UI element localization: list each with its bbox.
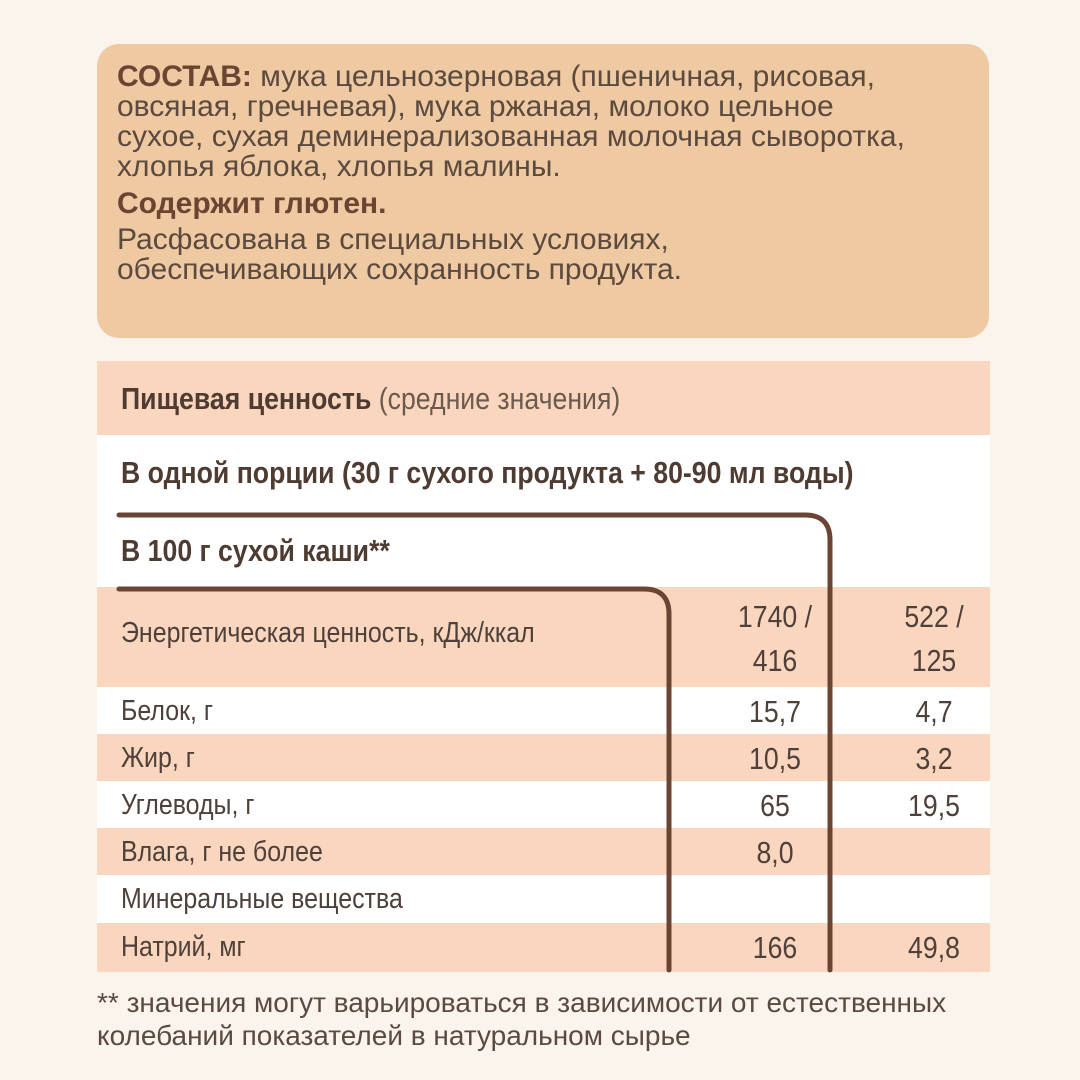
packaging-note-1: Расфасована в специальных условиях, [117,223,669,256]
per-portion-header-row [97,435,990,513]
composition-line-1 [117,62,969,92]
value-portion-sodium: 49,8 [908,930,960,965]
nutrition-title-bold: Пищевая ценность [121,381,372,416]
value-100g-moisture: 8,0 [756,835,794,870]
footnote-line-2: колебаний показателей в натуральном сырье [97,1020,691,1051]
value-portion-carbs: 19,5 [908,788,960,823]
nutrition-title-row [97,361,990,435]
value-100g-carbs: 65 [760,788,790,823]
composition-label: СОСТАВ: [117,60,252,93]
row-label-fat: Жир, г [121,742,195,774]
row-label-carbs: Углеводы, г [121,789,255,821]
row-label-protein: Белок, г [121,695,213,727]
footnote-line-1: ** значения могут варьироваться в зависимости от естественных [97,987,947,1018]
value-100g-fat: 10,5 [749,741,801,776]
table-row-minerals [97,875,990,923]
row-label-sodium: Натрий, мг [121,931,246,963]
footnote [97,986,946,1052]
per-100g-header-row [97,513,990,587]
value-100g-energy-kcal: 416 [752,643,798,678]
row-label-minerals: Минеральные вещества [121,883,403,915]
composition-line-3: сухое, сухая деминерализованная молочная сыворотка, [117,120,905,153]
value-100g-energy-kj: 1740 / [737,599,813,634]
nutrition-title-note: (средние значения) [371,381,621,416]
value-portion-protein: 4,7 [915,694,953,729]
nutrition-title [121,381,620,417]
table-row-protein [97,687,990,734]
per-portion-header: В одной порции (30 г сухого продукта + 80-90 мл воды) [121,455,854,490]
value-100g-sodium: 166 [752,930,798,965]
gluten-warning: Содержит глютен. [117,187,387,220]
composition-text-1: мука цельнозерновая (пшеничная, рисовая, [251,60,875,93]
packaging-note-2: обеспечивающих сохранность продукта. [117,253,683,286]
value-portion-energy-kcal: 125 [911,643,957,678]
value-portion-fat: 3,2 [915,741,953,776]
per-100g-header: В 100 г сухой каши** [121,533,390,568]
value-portion-energy-kj: 522 / [904,599,964,634]
table-row-fat [97,734,990,781]
composition-line-2: овсяная, гречневая), мука ржаная, молоко цельное [117,90,834,123]
table-row-carbs [97,781,990,828]
table-row-sodium [97,923,990,972]
composition-box [97,44,989,338]
row-label-energy: Энергетическая ценность, кДж/ккал [121,617,535,649]
composition-line-4: хлопья яблока, хлопья малины. [117,150,561,183]
value-100g-protein: 15,7 [749,694,801,729]
row-label-moisture: Влага, г не более [121,836,323,868]
nutrition-table [97,361,990,972]
table-row-moisture [97,828,990,875]
table-row-energy [97,587,990,687]
